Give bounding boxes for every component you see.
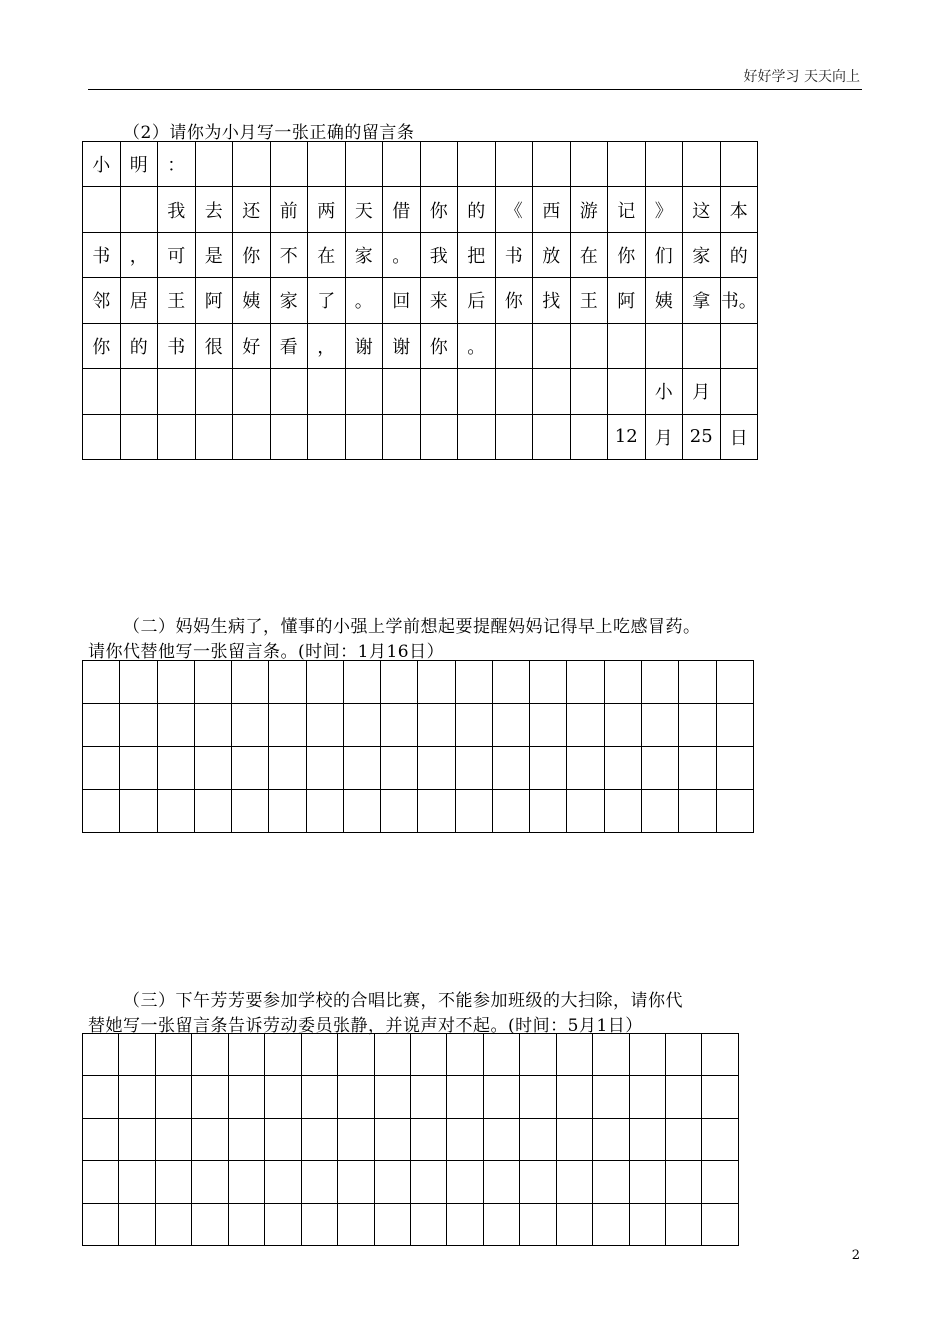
- grid-cell: 拿: [683, 278, 721, 323]
- grid-cell: [608, 323, 646, 368]
- writing-cell[interactable]: [83, 1076, 119, 1118]
- grid-cell: 后: [458, 278, 496, 323]
- grid-cell: 在: [570, 232, 608, 277]
- grid-cell: 游: [570, 187, 608, 232]
- grid-cell: [458, 142, 496, 187]
- writing-cell[interactable]: [716, 790, 753, 833]
- writing-cell[interactable]: [556, 1118, 592, 1160]
- writing-cell[interactable]: [120, 661, 157, 704]
- grid-cell: [608, 142, 646, 187]
- writing-cell[interactable]: [120, 790, 157, 833]
- writing-cell[interactable]: [338, 1118, 374, 1160]
- writing-grid-mom[interactable]: [82, 660, 754, 833]
- grid-cell: [458, 369, 496, 414]
- grid-cell: 还: [233, 187, 271, 232]
- grid-cell: ：: [158, 142, 196, 187]
- grid-cell: [83, 187, 121, 232]
- writing-cell[interactable]: [492, 747, 529, 790]
- writing-cell[interactable]: [679, 747, 716, 790]
- grid-cell: [720, 142, 758, 187]
- writing-cell[interactable]: [343, 704, 380, 747]
- writing-cell[interactable]: [455, 747, 492, 790]
- writing-cell[interactable]: [306, 790, 343, 833]
- grid-cell: 好: [233, 323, 271, 368]
- message-grid-example: [82, 141, 758, 460]
- grid-cell: 的: [458, 187, 496, 232]
- writing-cell[interactable]: [593, 1203, 629, 1245]
- writing-cell[interactable]: [157, 661, 194, 704]
- writing-cell[interactable]: [483, 1161, 519, 1203]
- grid-cell: [233, 369, 271, 414]
- header-rule: [88, 89, 862, 90]
- grid-cell: 在: [308, 232, 346, 277]
- writing-cell[interactable]: [629, 1203, 665, 1245]
- grid-cell: [120, 187, 158, 232]
- writing-cell[interactable]: [418, 704, 455, 747]
- grid-cell: ，: [308, 323, 346, 368]
- writing-cell[interactable]: [410, 1076, 446, 1118]
- grid-cell: 西: [533, 187, 571, 232]
- writing-cell[interactable]: [530, 790, 567, 833]
- writing-cell[interactable]: [410, 1161, 446, 1203]
- writing-cell[interactable]: [119, 1203, 155, 1245]
- writing-cell[interactable]: [520, 1161, 556, 1203]
- writing-cell[interactable]: [483, 1034, 519, 1076]
- writing-cell[interactable]: [343, 747, 380, 790]
- writing-cell[interactable]: [410, 1118, 446, 1160]
- writing-cell[interactable]: [530, 747, 567, 790]
- grid-cell: [420, 369, 458, 414]
- grid-cell: 我: [158, 187, 196, 232]
- writing-cell[interactable]: [447, 1076, 483, 1118]
- writing-cell[interactable]: [194, 661, 231, 704]
- writing-cell[interactable]: [119, 1076, 155, 1118]
- writing-cell[interactable]: [83, 790, 120, 833]
- writing-cell[interactable]: [228, 1203, 264, 1245]
- writing-cell[interactable]: [381, 747, 418, 790]
- grid-cell: 家: [270, 278, 308, 323]
- writing-cell[interactable]: [306, 747, 343, 790]
- grid-cell: [345, 142, 383, 187]
- writing-cell[interactable]: [269, 747, 306, 790]
- writing-cell[interactable]: [301, 1161, 337, 1203]
- grid-cell: 书: [495, 232, 533, 277]
- grid-cell: [83, 414, 121, 459]
- writing-cell[interactable]: [192, 1161, 228, 1203]
- writing-cell[interactable]: [265, 1034, 301, 1076]
- writing-cell[interactable]: [301, 1076, 337, 1118]
- writing-cell[interactable]: [604, 747, 641, 790]
- grid-cell: 前: [270, 187, 308, 232]
- grid-cell: 。: [345, 278, 383, 323]
- grid-cell: [420, 142, 458, 187]
- writing-cell[interactable]: [155, 1034, 191, 1076]
- grid-cell: [233, 142, 271, 187]
- writing-cell[interactable]: [716, 747, 753, 790]
- writing-cell[interactable]: [338, 1076, 374, 1118]
- grid-cell: [158, 369, 196, 414]
- grid-cell: 你: [420, 323, 458, 368]
- writing-cell[interactable]: [232, 790, 269, 833]
- writing-cell[interactable]: [119, 1118, 155, 1160]
- grid-cell: 你: [233, 232, 271, 277]
- grid-cell: 阿: [195, 278, 233, 323]
- grid-cell: [570, 142, 608, 187]
- writing-cell[interactable]: [447, 1161, 483, 1203]
- writing-grid-fangfang[interactable]: [82, 1033, 739, 1246]
- writing-cell[interactable]: [269, 704, 306, 747]
- grid-cell: 日: [720, 414, 758, 459]
- writing-cell[interactable]: [641, 790, 678, 833]
- writing-cell[interactable]: [666, 1034, 702, 1076]
- grid-cell: 了: [308, 278, 346, 323]
- grid-cell: 家: [345, 232, 383, 277]
- writing-cell[interactable]: [702, 1076, 739, 1118]
- writing-cell[interactable]: [447, 1118, 483, 1160]
- writing-cell[interactable]: [374, 1076, 410, 1118]
- writing-cell[interactable]: [232, 704, 269, 747]
- writing-cell[interactable]: [567, 661, 604, 704]
- grid-cell: [645, 323, 683, 368]
- writing-cell[interactable]: [306, 704, 343, 747]
- writing-cell[interactable]: [556, 1161, 592, 1203]
- writing-cell[interactable]: [301, 1034, 337, 1076]
- header-motto: 好好学习 天天向上: [743, 69, 860, 85]
- grid-cell: [308, 142, 346, 187]
- writing-cell[interactable]: [604, 790, 641, 833]
- writing-cell[interactable]: [192, 1203, 228, 1245]
- writing-cell[interactable]: [702, 1161, 739, 1203]
- writing-cell[interactable]: [593, 1034, 629, 1076]
- grid-cell: [308, 414, 346, 459]
- grid-cell: 把: [458, 232, 496, 277]
- writing-cell[interactable]: [155, 1076, 191, 1118]
- grid-cell: [158, 414, 196, 459]
- writing-cell[interactable]: [666, 1118, 702, 1160]
- writing-cell[interactable]: [679, 704, 716, 747]
- writing-cell[interactable]: [83, 1118, 119, 1160]
- grid-cell: 找: [533, 278, 571, 323]
- writing-cell[interactable]: [492, 661, 529, 704]
- writing-cell[interactable]: [666, 1076, 702, 1118]
- writing-cell[interactable]: [192, 1034, 228, 1076]
- writing-cell[interactable]: [194, 790, 231, 833]
- grid-cell: [608, 369, 646, 414]
- grid-cell: 本: [720, 187, 758, 232]
- grid-cell: 借: [383, 187, 421, 232]
- grid-cell: 邻: [83, 278, 121, 323]
- grid-cell: 记: [608, 187, 646, 232]
- grid-cell: 明: [120, 142, 158, 187]
- writing-cell[interactable]: [194, 747, 231, 790]
- writing-cell[interactable]: [629, 1118, 665, 1160]
- grid-cell: 家: [683, 232, 721, 277]
- grid-cell: [570, 414, 608, 459]
- grid-cell: 谢: [383, 323, 421, 368]
- writing-cell[interactable]: [492, 790, 529, 833]
- writing-cell[interactable]: [83, 747, 120, 790]
- grid-cell: 这: [683, 187, 721, 232]
- writing-cell[interactable]: [232, 661, 269, 704]
- writing-cell[interactable]: [567, 704, 604, 747]
- writing-cell[interactable]: [265, 1203, 301, 1245]
- writing-cell[interactable]: [666, 1203, 702, 1245]
- grid-cell: [420, 414, 458, 459]
- grid-cell: 天: [345, 187, 383, 232]
- writing-cell[interactable]: [157, 704, 194, 747]
- writing-cell[interactable]: [374, 1118, 410, 1160]
- writing-cell[interactable]: [556, 1076, 592, 1118]
- grid-cell: [570, 369, 608, 414]
- grid-cell: 回: [383, 278, 421, 323]
- grid-cell: 王: [158, 278, 196, 323]
- grid-cell: [683, 142, 721, 187]
- writing-cell[interactable]: [374, 1203, 410, 1245]
- grid-cell: [383, 369, 421, 414]
- writing-cell[interactable]: [556, 1034, 592, 1076]
- grid-cell: [83, 369, 121, 414]
- writing-cell[interactable]: [192, 1118, 228, 1160]
- grid-cell: 12: [608, 414, 646, 459]
- writing-cell[interactable]: [447, 1034, 483, 1076]
- writing-cell[interactable]: [604, 661, 641, 704]
- writing-cell[interactable]: [567, 790, 604, 833]
- grid-cell: [720, 369, 758, 414]
- writing-cell[interactable]: [666, 1161, 702, 1203]
- writing-cell[interactable]: [301, 1118, 337, 1160]
- grid-cell: 你: [608, 232, 646, 277]
- writing-cell[interactable]: [228, 1034, 264, 1076]
- writing-cell[interactable]: [520, 1203, 556, 1245]
- grid-cell: 月: [645, 414, 683, 459]
- grid-cell: 来: [420, 278, 458, 323]
- writing-cell[interactable]: [455, 704, 492, 747]
- writing-cell[interactable]: [155, 1161, 191, 1203]
- section2-heading-line1: （二）妈妈生病了，懂事的小强上学前想起要提醒妈妈记得早上吃感冒药。: [123, 617, 701, 637]
- grid-cell: [570, 323, 608, 368]
- writing-cell[interactable]: [192, 1076, 228, 1118]
- writing-cell[interactable]: [120, 747, 157, 790]
- grid-cell: [308, 369, 346, 414]
- grid-cell: 很: [195, 323, 233, 368]
- writing-cell[interactable]: [716, 661, 753, 704]
- grid-cell: 小: [83, 142, 121, 187]
- grid-cell: [458, 414, 496, 459]
- writing-cell[interactable]: [381, 790, 418, 833]
- writing-cell[interactable]: [374, 1161, 410, 1203]
- grid-cell: 》: [645, 187, 683, 232]
- writing-cell[interactable]: [455, 790, 492, 833]
- grid-cell: 是: [195, 232, 233, 277]
- grid-cell: 们: [645, 232, 683, 277]
- grid-cell: 你: [495, 278, 533, 323]
- grid-cell: 谢: [345, 323, 383, 368]
- grid-cell: 。: [458, 323, 496, 368]
- writing-cell[interactable]: [338, 1203, 374, 1245]
- writing-cell[interactable]: [410, 1203, 446, 1245]
- grid-cell: [495, 323, 533, 368]
- grid-cell: 我: [420, 232, 458, 277]
- writing-cell[interactable]: [410, 1034, 446, 1076]
- grid-cell: [345, 414, 383, 459]
- writing-cell[interactable]: [702, 1034, 739, 1076]
- writing-cell[interactable]: [593, 1076, 629, 1118]
- grid-cell: [345, 369, 383, 414]
- grid-cell: [533, 142, 571, 187]
- writing-cell[interactable]: [306, 661, 343, 704]
- grid-cell: 你: [83, 323, 121, 368]
- writing-cell[interactable]: [702, 1118, 739, 1160]
- writing-cell[interactable]: [343, 661, 380, 704]
- writing-cell[interactable]: [629, 1161, 665, 1203]
- writing-cell[interactable]: [418, 747, 455, 790]
- writing-cell[interactable]: [119, 1034, 155, 1076]
- writing-cell[interactable]: [530, 704, 567, 747]
- writing-cell[interactable]: [483, 1076, 519, 1118]
- writing-cell[interactable]: [301, 1203, 337, 1245]
- writing-cell[interactable]: [520, 1118, 556, 1160]
- writing-cell[interactable]: [232, 747, 269, 790]
- grid-cell: 你: [420, 187, 458, 232]
- writing-cell[interactable]: [265, 1161, 301, 1203]
- writing-cell[interactable]: [338, 1161, 374, 1203]
- grid-cell: 去: [195, 187, 233, 232]
- page-number: 2: [851, 1248, 860, 1263]
- grid-cell: [270, 142, 308, 187]
- writing-cell[interactable]: [228, 1076, 264, 1118]
- grid-cell: [645, 142, 683, 187]
- grid-cell: [270, 414, 308, 459]
- grid-cell: 居: [120, 278, 158, 323]
- grid-cell: [383, 142, 421, 187]
- writing-cell[interactable]: [492, 704, 529, 747]
- writing-cell[interactable]: [530, 661, 567, 704]
- writing-cell[interactable]: [155, 1203, 191, 1245]
- writing-cell[interactable]: [520, 1076, 556, 1118]
- writing-cell[interactable]: [265, 1076, 301, 1118]
- writing-cell[interactable]: [83, 1161, 119, 1203]
- writing-cell[interactable]: [120, 704, 157, 747]
- grid-cell: 月: [683, 369, 721, 414]
- writing-cell[interactable]: [604, 704, 641, 747]
- writing-cell[interactable]: [374, 1034, 410, 1076]
- writing-cell[interactable]: [641, 704, 678, 747]
- section3-heading-line2: 替她写一张留言条告诉劳动委员张静，并说声对不起。(时间：5月1日）: [88, 1016, 643, 1036]
- writing-cell[interactable]: [629, 1076, 665, 1118]
- writing-cell[interactable]: [593, 1118, 629, 1160]
- writing-cell[interactable]: [629, 1034, 665, 1076]
- grid-cell: 姨: [645, 278, 683, 323]
- section1-heading: （2）请你为小月写一张正确的留言条: [123, 123, 415, 143]
- writing-cell[interactable]: [119, 1161, 155, 1203]
- writing-cell[interactable]: [418, 790, 455, 833]
- grid-cell: 放: [533, 232, 571, 277]
- writing-cell[interactable]: [447, 1203, 483, 1245]
- grid-cell: 可: [158, 232, 196, 277]
- writing-cell[interactable]: [520, 1034, 556, 1076]
- writing-cell[interactable]: [641, 747, 678, 790]
- grid-cell: 王: [570, 278, 608, 323]
- writing-cell[interactable]: [338, 1034, 374, 1076]
- section2-heading-line2: 请你代替他写一张留言条。(时间：1月16日）: [88, 642, 445, 662]
- writing-cell[interactable]: [269, 661, 306, 704]
- writing-cell[interactable]: [157, 790, 194, 833]
- writing-cell[interactable]: [702, 1203, 739, 1245]
- section3-heading-line1: （三）下午芳芳要参加学校的合唱比赛，不能参加班级的大扫除，请你代: [123, 991, 683, 1011]
- grid-cell: 看: [270, 323, 308, 368]
- writing-cell[interactable]: [83, 704, 120, 747]
- writing-cell[interactable]: [157, 747, 194, 790]
- grid-cell: 书: [83, 232, 121, 277]
- writing-cell[interactable]: [194, 704, 231, 747]
- grid-cell: [120, 369, 158, 414]
- writing-cell[interactable]: [483, 1118, 519, 1160]
- grid-cell: 的: [120, 323, 158, 368]
- writing-cell[interactable]: [716, 704, 753, 747]
- grid-cell: [383, 414, 421, 459]
- writing-cell[interactable]: [593, 1161, 629, 1203]
- writing-cell[interactable]: [269, 790, 306, 833]
- writing-cell[interactable]: [679, 661, 716, 704]
- writing-cell[interactable]: [455, 661, 492, 704]
- writing-cell[interactable]: [265, 1118, 301, 1160]
- grid-cell: [270, 369, 308, 414]
- grid-cell: 25: [683, 414, 721, 459]
- writing-cell[interactable]: [418, 661, 455, 704]
- grid-cell: 姨: [233, 278, 271, 323]
- grid-cell: 两: [308, 187, 346, 232]
- grid-cell: [533, 323, 571, 368]
- grid-cell: [495, 414, 533, 459]
- writing-cell[interactable]: [567, 747, 604, 790]
- grid-cell: 书: [158, 323, 196, 368]
- grid-cell: 的: [720, 232, 758, 277]
- writing-cell[interactable]: [556, 1203, 592, 1245]
- writing-cell[interactable]: [343, 790, 380, 833]
- grid-cell: 小: [645, 369, 683, 414]
- grid-cell: [533, 369, 571, 414]
- writing-cell[interactable]: [679, 790, 716, 833]
- grid-cell: [233, 414, 271, 459]
- grid-cell: [683, 323, 721, 368]
- writing-cell[interactable]: [228, 1118, 264, 1160]
- grid-cell: 书。: [720, 278, 758, 323]
- writing-cell[interactable]: [83, 661, 120, 704]
- grid-cell: [720, 323, 758, 368]
- grid-cell: 。: [383, 232, 421, 277]
- writing-cell[interactable]: [83, 1034, 119, 1076]
- grid-cell: [495, 142, 533, 187]
- grid-cell: [195, 369, 233, 414]
- grid-cell: [120, 414, 158, 459]
- grid-cell: ，: [120, 232, 158, 277]
- writing-cell[interactable]: [381, 704, 418, 747]
- writing-cell[interactable]: [155, 1118, 191, 1160]
- writing-cell[interactable]: [381, 661, 418, 704]
- grid-cell: [533, 414, 571, 459]
- grid-cell: 阿: [608, 278, 646, 323]
- writing-cell[interactable]: [641, 661, 678, 704]
- writing-cell[interactable]: [228, 1161, 264, 1203]
- grid-cell: [195, 414, 233, 459]
- grid-cell: [195, 142, 233, 187]
- writing-cell[interactable]: [83, 1203, 119, 1245]
- grid-cell: 不: [270, 232, 308, 277]
- writing-cell[interactable]: [483, 1203, 519, 1245]
- grid-cell: [495, 369, 533, 414]
- grid-cell: 《: [495, 187, 533, 232]
